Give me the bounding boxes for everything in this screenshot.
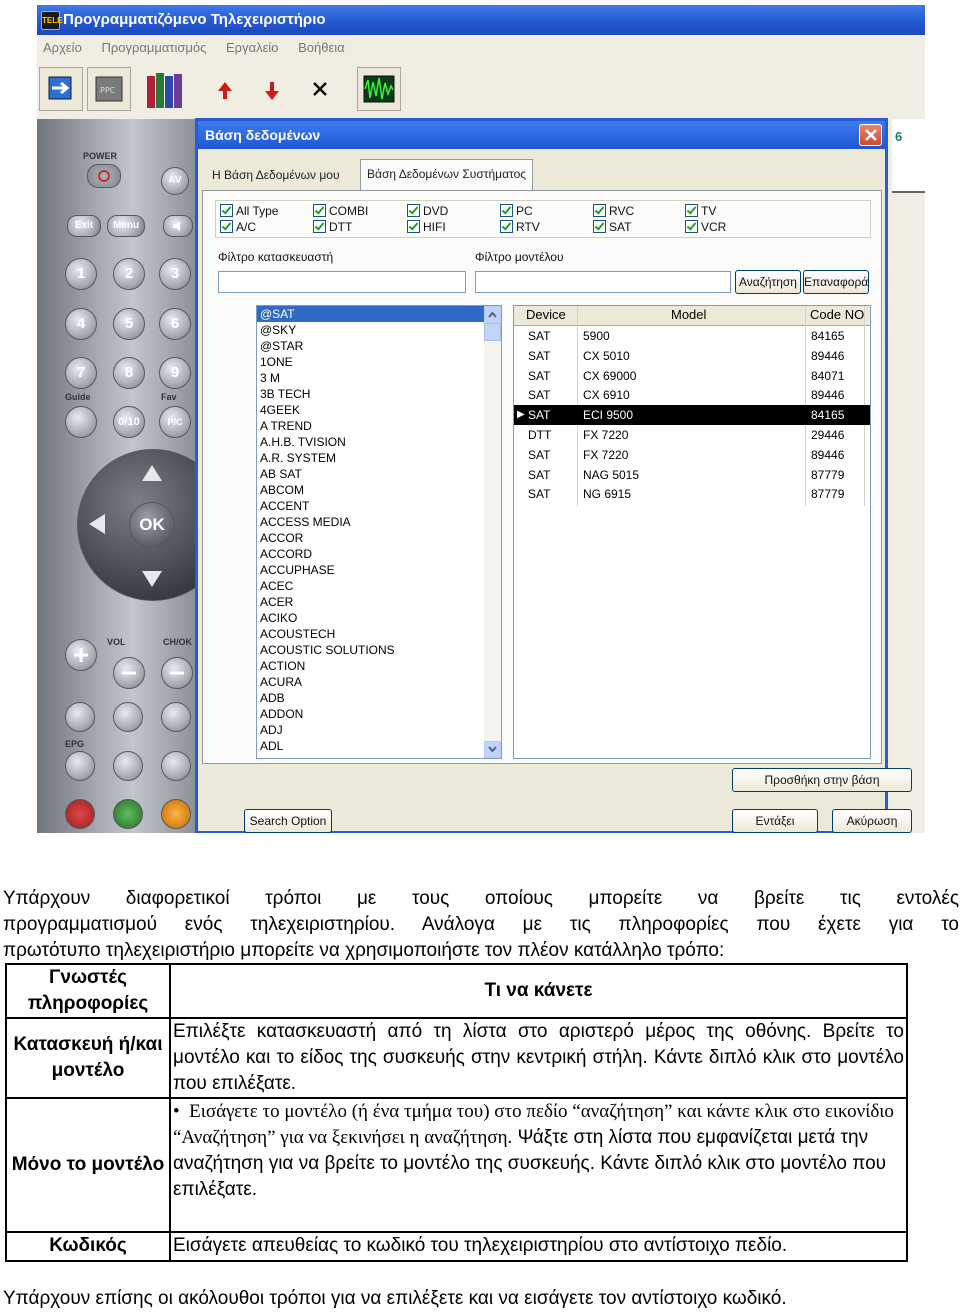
key-0-10[interactable]: 0/10 [113, 406, 145, 438]
cell-code: 87779 [811, 467, 845, 482]
filter-tv[interactable]: TV [685, 204, 716, 219]
column-device[interactable]: Device [526, 307, 566, 322]
minus-icon [114, 658, 144, 688]
filter-pc[interactable]: PC [500, 204, 533, 219]
grid-header [514, 306, 870, 326]
guide-button[interactable] [65, 406, 97, 438]
key-7[interactable]: 7 [65, 357, 97, 389]
manufacturer-list[interactable] [256, 305, 502, 759]
move-up-button[interactable] [203, 67, 247, 111]
checkbox-checked-icon [313, 220, 326, 233]
fav-label: Fav [161, 392, 177, 402]
row-action-model [170, 1098, 907, 1232]
toolbar [37, 61, 925, 119]
cell-device: SAT [528, 368, 551, 383]
vol-down-button[interactable] [113, 657, 145, 689]
database-button[interactable] [142, 67, 186, 111]
checkbox-checked-icon [500, 220, 513, 233]
cell-device: SAT [528, 408, 551, 423]
cell-code: 89446 [811, 348, 845, 363]
key-2[interactable]: 2 [113, 258, 145, 290]
up-triangle-icon [132, 459, 172, 487]
waveform-button[interactable] [357, 67, 401, 111]
cell-device: DTT [528, 428, 552, 442]
table-row [6, 1232, 907, 1261]
cell-model: 5900 [583, 329, 610, 343]
table-row[interactable] [514, 465, 870, 485]
delete-icon [299, 68, 341, 110]
ok-button-dialog[interactable]: Εντάξει [732, 809, 818, 833]
key-8[interactable]: 8 [113, 357, 145, 389]
screen-button[interactable] [113, 702, 143, 732]
table-row [6, 1018, 907, 1098]
checkbox-checked-icon [220, 220, 233, 233]
books-icon [143, 68, 189, 112]
key-9[interactable]: 9 [159, 357, 191, 389]
checkbox-checked-icon [407, 204, 420, 217]
filter-vcr[interactable]: VCR [685, 220, 726, 235]
header-what-to-do: Τι να κάνετε [170, 964, 907, 1018]
header-known-info: Γνωστές πληροφορίες [6, 964, 170, 1018]
plus-icon [66, 640, 96, 670]
chevron-up-icon [485, 307, 500, 322]
list-item[interactable]: ACTION [260, 659, 306, 673]
down-arrow-icon [251, 68, 293, 110]
column-code-no[interactable]: Code NO [810, 307, 865, 322]
filter-rvc[interactable]: RVC [593, 204, 634, 219]
table-header-row [6, 964, 907, 1018]
menu-button[interactable]: Menu [107, 215, 145, 237]
filter-sat[interactable]: SAT [593, 220, 631, 235]
help-button[interactable] [113, 751, 143, 781]
down-triangle-icon [132, 565, 172, 593]
dialog-title: Βάση δεδομένων [205, 127, 321, 143]
close-icon [864, 128, 878, 142]
cell-device: SAT [528, 348, 551, 363]
checkbox-checked-icon [500, 204, 513, 217]
search-button[interactable]: Αναζήτηση [735, 270, 801, 294]
table-row[interactable] [514, 326, 870, 346]
cancel-button[interactable]: Ακύρωση [832, 809, 912, 833]
manufacturer-rows [257, 306, 501, 754]
checkbox-checked-icon [313, 204, 326, 217]
reset-button[interactable]: Επαναφορά [803, 270, 869, 294]
table-row[interactable] [514, 366, 870, 386]
action-model-rest-text: Ψάξτε στη λίστα που εμφανίζεται μετά την αναζήτηση για να βρείτε το μοντέλο της συσκευής. Κάντε διπλό κλικ στο μοντέλο που επιλέξατε. [173, 1127, 887, 1200]
menu-programming[interactable]: Προγραμματισμός [101, 40, 207, 55]
left-triangle-icon [83, 504, 111, 544]
list-item[interactable]: ADB [260, 691, 285, 705]
cell-code: 89446 [811, 447, 845, 462]
list-item[interactable]: ACOUSTIC SOLUTIONS [260, 643, 395, 657]
info-button[interactable] [161, 751, 191, 781]
row-known-model: Μόνο το μοντέλο [6, 1098, 170, 1232]
list-item[interactable]: @STAR [260, 339, 304, 353]
list-button[interactable] [161, 702, 191, 732]
mute-button[interactable] [163, 215, 193, 237]
tab-system-database[interactable]: Βάση Δεδομένων Συστήματος [360, 159, 533, 191]
list-item[interactable]: ADJ [260, 723, 283, 737]
vol-up-button[interactable] [65, 639, 97, 671]
instructions-table [5, 963, 908, 1262]
row-action-code: Εισάγετε απευθείας το κωδικό του τηλεχειριστηρίου στο αντίστοιχο πεδίο. [170, 1232, 907, 1261]
row-known-code: Κωδικός [6, 1232, 170, 1261]
cell-code: 89446 [811, 388, 845, 403]
key-3[interactable]: 3 [159, 258, 191, 290]
dpad-down[interactable] [132, 565, 172, 593]
rewind-button[interactable] [113, 799, 143, 829]
chip-label: PPC [100, 86, 116, 95]
intro-line-2: προγραμματισμού ενός τηλεχειριστηρίου. Ανάλογα με τις πληροφορίες που έχετε για το [3, 914, 959, 935]
cell-device: SAT [528, 329, 551, 343]
cell-model: CX 69000 [583, 368, 637, 383]
intro-line-1: Υπάρχουν διαφορετικοί τρόποι με τους οποίους μπορείτε να βρείτε τις εντολές [3, 888, 959, 909]
cell-model: ECI 9500 [583, 408, 634, 423]
list-item[interactable]: ABCOM [260, 483, 305, 497]
checkbox-checked-icon [685, 204, 698, 217]
ch-down-button[interactable] [161, 657, 193, 689]
scroll-up-button[interactable] [484, 306, 501, 323]
cell-device: SAT [528, 487, 551, 502]
key-6[interactable]: 6 [159, 308, 191, 340]
table-row[interactable] [514, 445, 870, 465]
column-model[interactable]: Model [671, 307, 707, 322]
ppc-button[interactable]: P/C [159, 406, 191, 438]
row-pointer-icon: ▶ [517, 409, 525, 421]
key-5[interactable]: 5 [113, 308, 145, 340]
cell-device: SAT [528, 388, 551, 403]
cell-model: CX 6910 [583, 388, 630, 403]
outro-text: Υπάρχουν επίσης οι ακόλουθοι τρόποι για να επιλέξετε και να εισάγετε τον αντίστοιχο κωδικό. [3, 1288, 787, 1309]
dialog-close-button[interactable] [859, 124, 882, 146]
cell-model: NAG 5015 [583, 467, 640, 482]
dialog-titlebar [198, 121, 885, 149]
exit-button[interactable]: Exit [67, 215, 101, 237]
table-row [6, 1098, 907, 1232]
action-model-bullet: • [173, 1101, 190, 1122]
table-row[interactable] [514, 484, 870, 504]
filter-rtv[interactable]: RTV [500, 220, 540, 235]
app-titlebar [37, 5, 925, 35]
list-item[interactable]: 3 M [260, 371, 281, 385]
dpad-left[interactable] [83, 504, 111, 544]
exit-key-button[interactable] [65, 751, 95, 781]
manufacturer-filter-label: Φίλτρο κατασκευαστή [218, 250, 334, 264]
background-window-value: 6 [895, 129, 903, 144]
list-item[interactable]: ACCOR [260, 531, 304, 545]
model-filter-input[interactable] [475, 271, 731, 293]
list-item[interactable]: ADL [260, 739, 284, 753]
list-item[interactable]: A.H.B. TVISION [260, 435, 346, 449]
action-model-serif-text: Εισάγετε το μοντέλο (ή ένα τμήμα του) στο πεδίο “αναζήτηση” και κάντε κλικ στο εικονίδιο “Αναζήτηση” για να ξεκινήσει η αναζήτηση. [173, 1101, 894, 1148]
minus-icon [162, 658, 192, 688]
app-window [37, 5, 925, 833]
filter-combi[interactable]: COMBI [313, 204, 368, 219]
cell-code: 84165 [811, 329, 845, 343]
menu-help[interactable]: Βοήθεια [298, 40, 345, 55]
guide-label: Guide [65, 392, 91, 402]
checkbox-checked-icon [593, 204, 606, 217]
table-row[interactable] [514, 385, 870, 405]
manufacturer-filter-input[interactable] [218, 271, 466, 293]
checkbox-checked-icon [685, 220, 698, 233]
cell-code: 84071 [811, 368, 845, 383]
cell-model: NG 6915 [583, 487, 632, 502]
checkbox-checked-icon [593, 220, 606, 233]
background-window [892, 119, 925, 193]
delete-button[interactable] [298, 67, 342, 111]
epg-label: EPG [65, 739, 85, 749]
table-row[interactable] [514, 425, 870, 445]
record-button[interactable] [65, 799, 95, 829]
manufacturer-scrollbar[interactable] [484, 306, 501, 758]
send-button[interactable] [39, 67, 83, 111]
table-row[interactable] [514, 346, 870, 366]
list-item[interactable]: ACCUPHASE [260, 563, 335, 577]
list-item[interactable]: A.R. SYSTEM [260, 451, 337, 465]
cell-device: SAT [528, 467, 551, 482]
ch-label: CH/OK [163, 637, 192, 647]
row-action-manufacturer: Επιλέξτε κατασκευαστή από τη λίστα στο αριστερό μέρος της οθόνης. Βρείτε το μοντέλο και το είδος της συσκευής στην κεντρική στήλη. Κάντε διπλό κλικ στο μοντέλο που επιλέξατε. [170, 1018, 907, 1098]
cell-device: SAT [528, 447, 551, 462]
list-item[interactable]: ACURA [260, 675, 303, 689]
menu-file[interactable]: Αρχείο [43, 40, 82, 55]
cell-model: FX 7220 [583, 447, 629, 462]
filter-dtt[interactable]: DTT [313, 220, 352, 235]
filter-all-type[interactable]: All Type [220, 204, 278, 219]
scroll-down-button[interactable] [484, 741, 501, 758]
ok-button[interactable]: OK [129, 502, 175, 548]
list-item[interactable]: ACCESS MEDIA [260, 515, 351, 529]
cell-code: 87779 [811, 487, 845, 502]
checkbox-checked-icon [407, 220, 420, 233]
models-grid[interactable] [513, 305, 871, 759]
list-item[interactable]: @SAT [257, 306, 501, 322]
add-to-database-button[interactable]: Προσθήκη στην βάση [732, 768, 912, 792]
list-item[interactable]: ADDON [260, 707, 304, 721]
checkbox-checked-icon [220, 204, 233, 217]
menubar [37, 35, 925, 61]
list-item[interactable]: ACIKO [260, 611, 298, 625]
list-item[interactable]: ACCENT [260, 499, 310, 513]
tab-my-database[interactable]: Η Βάση Δεδομένων μου [212, 168, 340, 182]
list-item[interactable]: ACEC [260, 579, 294, 593]
power-label: POWER [83, 151, 118, 161]
list-item[interactable]: @SKY [260, 323, 297, 337]
list-item[interactable]: ACCORD [260, 547, 313, 561]
chip-icon [88, 68, 130, 110]
chevron-down-icon [485, 742, 500, 757]
play-button[interactable] [161, 799, 191, 829]
search-option-button[interactable]: Search Option [244, 809, 332, 833]
list-item[interactable]: ACER [260, 595, 294, 609]
database-dialog [195, 118, 898, 833]
app-logo-icon: TELE [41, 11, 60, 30]
cell-code: 84165 [811, 408, 845, 423]
menu-tools[interactable]: Εργαλείο [226, 40, 279, 55]
timer-button[interactable] [65, 702, 95, 732]
cell-model: CX 5010 [583, 348, 630, 363]
table-row[interactable] [514, 405, 870, 425]
list-item[interactable]: 1ONE [260, 355, 293, 369]
move-down-button[interactable] [250, 67, 294, 111]
filter-dvd[interactable]: DVD [407, 204, 448, 219]
send-icon [40, 68, 82, 110]
remote-control-image [37, 119, 197, 833]
dpad-up[interactable] [132, 459, 172, 487]
key-4[interactable]: 4 [65, 308, 97, 340]
power-button[interactable] [87, 164, 121, 188]
list-item[interactable]: AB SAT [260, 467, 302, 481]
row-known-manufacturer: Κατασκευή ή/και μοντέλο [6, 1018, 170, 1098]
list-item[interactable]: 3B TECH [260, 387, 311, 401]
chip-button[interactable] [87, 67, 131, 111]
vol-label: VOL [107, 637, 126, 647]
app-title: Προγραμματιζόμενο Τηλεχειριστήριο [63, 11, 326, 28]
list-item[interactable]: 4GEEK [260, 403, 301, 417]
cell-code: 29446 [811, 428, 845, 442]
scroll-thumb[interactable] [484, 323, 501, 341]
speaker-icon [164, 216, 192, 236]
intro-line-3: πρωτότυπο τηλεχειριστήριο μπορείτε να χρησιμοποιήστε τον πλέον κατάλληλο τρόπο: [3, 940, 725, 961]
list-item[interactable]: ACOUSTECH [260, 627, 336, 641]
filter-ac[interactable]: A/C [220, 220, 256, 235]
cell-model: FX 7220 [583, 428, 629, 442]
power-icon [88, 165, 120, 187]
list-item[interactable]: A TREND [260, 419, 312, 433]
up-arrow-icon [204, 68, 246, 110]
model-filter-label: Φίλτρο μοντέλου [475, 250, 564, 264]
key-1[interactable]: 1 [65, 258, 97, 290]
waveform-icon [358, 68, 400, 110]
av-button[interactable]: AV [161, 167, 189, 195]
filter-hifi[interactable]: HIFI [407, 220, 446, 235]
